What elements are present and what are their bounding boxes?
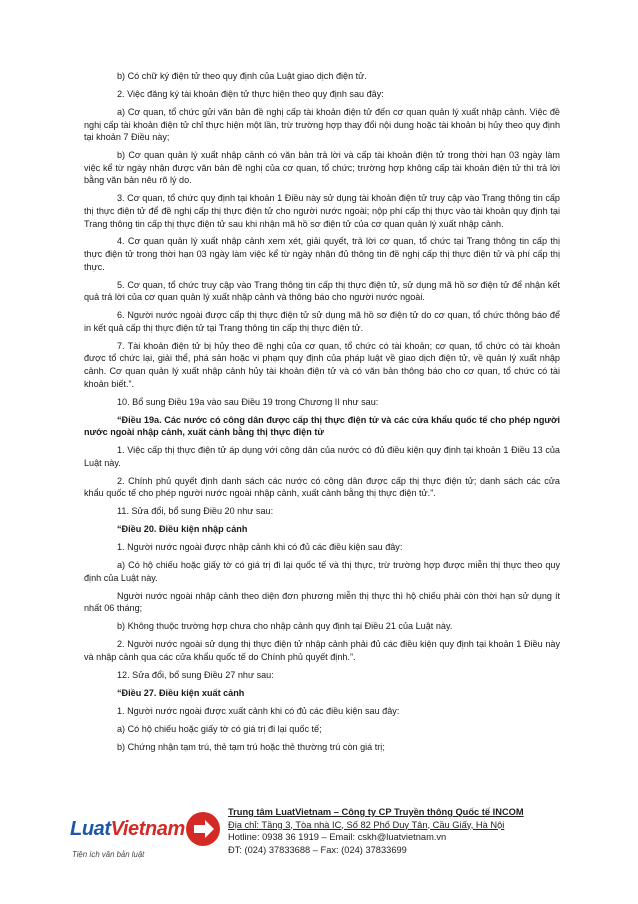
- paragraph: 10. Bổ sung Điều 19a vào sau Điều 19 trong Chương II như sau:: [117, 396, 379, 407]
- paragraph: 3. Cơ quan, tổ chức quy định tại khoản 1 Điều này sử dụng tài khoản điện tử truy cập vào Trang thông tin cấp thị thực điện tử để đề nghị cấp thị thực điện tử cho người nước ngoài; nộp phí cấp thị thực vào tài khoản quy định tại Trang thông tin cấp thị thực điện tử sau khi nhận mã hồ sơ điện tử của cơ quan quản lý xuất nhập cảnh.: [84, 193, 560, 229]
- paragraph: 5. Cơ quan, tổ chức truy cập vào Trang thông tin cấp thị thực điện tử, sử dụng mã hồ sơ điện tử để nhận kết quả trả lời của cơ quan quản lý xuất nhập cảnh và thông báo cho người nước ngoài.: [84, 279, 560, 303]
- paragraph: 2. Chính phủ quyết định danh sách các nước có công dân được cấp thị thực điện tử; danh sách các cửa khẩu quốc tế cho phép người nước ngoài nhập cảnh, xuất cảnh bằng thị thực điện tử.”.: [84, 475, 560, 499]
- arrow-right-icon: [186, 812, 220, 846]
- logo-part-luat: Luat: [70, 818, 111, 840]
- article-heading-27: “Điều 27. Điều kiện xuất cảnh: [117, 687, 245, 698]
- paragraph: a) Có hộ chiếu hoặc giấy tờ có giá trị đi lại quốc tế và thị thực, trừ trường hợp được miễn thị thực theo quy định của Luật này.: [84, 560, 560, 583]
- article-heading-20: “Điều 20. Điều kiện nhập cảnh: [117, 524, 248, 535]
- logo-part-vietnam: Vietnam: [110, 818, 185, 840]
- company-name: Trung tâm LuatVietnam – Công ty CP Truyền thông Quốc tế INCOM: [228, 807, 524, 817]
- paragraph: 12. Sửa đổi, bổ sung Điều 27 như sau:: [117, 669, 274, 680]
- document-body: [84, 70, 560, 759]
- paragraph: a) Cơ quan, tổ chức gửi văn bản đề nghị cấp tài khoản điện tử đến cơ quan quản lý xuất nhập cảnh. Việc đề nghị cấp tài khoản điện tử chỉ thực hiện một lần, trừ trường hợp thay đổi nội dung hoặc tài khoản bị hủy theo quy định tại khoản 7 Điều này;: [84, 106, 560, 143]
- paragraph: 4. Cơ quan quản lý xuất nhập cảnh xem xét, giải quyết, trả lời cơ quan, tổ chức tại Trang thông tin cấp thị thực điện tử trong thời hạn 03 ngày làm việc kể từ ngày nhận đủ thông tin đề nghị cấp thị thực điện tử và phí cấp thị thực.: [84, 236, 560, 272]
- logo-tagline: Tiện ích văn bản luật: [72, 850, 145, 859]
- paragraph: b) Cơ quan quản lý xuất nhập cảnh có văn bản trả lời và cấp tài khoản điện tử trong thời hạn 03 ngày làm việc kể từ ngày nhận được văn bản đề nghị của cơ quan, tổ chức; trường hợp không cấp tài khoản điện tử thì trả lời bằng văn bản nêu rõ lý do.: [84, 150, 560, 186]
- logo-wordmark: [70, 818, 185, 841]
- paragraph: 1. Người nước ngoài được xuất cảnh khi có đủ các điều kiện sau đây:: [117, 705, 400, 716]
- paragraph: b) Chứng nhận tạm trú, thẻ tạm trú hoặc thẻ thường trú còn giá trị;: [117, 741, 385, 752]
- paragraph: 1. Việc cấp thị thực điện tử áp dụng với công dân của nước có đủ điều kiện quy định tại khoản 1 Điều 13 của Luật này.: [84, 445, 560, 468]
- article-heading-19a: “Điều 19a. Các nước có công dân được cấp thị thực điện tử và các cửa khẩu quốc tế cho phép người nước ngoài nhập cảnh, xuất cảnh bằng thị thực điện tử: [84, 414, 560, 438]
- paragraph: a) Có hộ chiếu hoặc giấy tờ có giá trị đi lại quốc tế;: [117, 723, 322, 734]
- paragraph: Người nước ngoài nhập cảnh theo diện đơn phương miễn thị thực thì hộ chiếu phải còn thời hạn sử dụng ít nhất 06 tháng;: [84, 590, 560, 614]
- paragraph: 2. Việc đăng ký tài khoản điện tử thực hiện theo quy định sau đây:: [117, 88, 384, 99]
- company-address: Địa chỉ: Tầng 3, Tòa nhà IC, Số 82 Phố Duy Tân, Cầu Giấy, Hà Nội: [228, 819, 505, 830]
- paragraph: 6. Người nước ngoài được cấp thị thực điện tử sử dụng mã hồ sơ điện tử do cơ quan, tổ chức thông báo để in kết quả cấp thị thực điện tử tại Trang thông tin cấp thị thực điện tử.: [84, 310, 560, 333]
- paragraph: 11. Sửa đổi, bổ sung Điều 20 như sau:: [117, 506, 274, 517]
- paragraph: 2. Người nước ngoài sử dụng thị thực điện tử nhập cảnh phải đủ các điều kiện quy định tại khoản 1 Điều này và nhập cảnh qua các cửa khẩu quốc tế do Chính phủ quyết định.”.: [84, 639, 560, 662]
- paragraph: b) Có chữ ký điện tử theo quy định của Luật giao dịch điện tử.: [117, 71, 367, 81]
- paragraph: b) Không thuộc trường hợp chưa cho nhập cảnh quy định tại Điều 21 của Luật này.: [117, 621, 453, 632]
- paragraph: 7. Tài khoản điện tử bị hủy theo đề nghị của cơ quan, tổ chức có tài khoản; cơ quan, tổ chức có tài khoản được tổ chức lại, giải thể, phá sản hoặc vi phạm quy định của pháp luật về giao dịch điện tử, về quản lý xuất nhập cảnh. Cơ quan quản lý xuất nhập cảnh hủy tài khoản điện tử và có văn bản thông báo cho cơ quan, tổ chức có tài khoản biết.”.: [84, 340, 560, 389]
- hotline-email[interactable]: Hotline: 0938 36 1919 – Email: cskh@luatvietnam.vn: [228, 832, 447, 843]
- phone-fax: ĐT: (024) 37833688 – Fax: (024) 37833699: [228, 844, 407, 855]
- paragraph: 1. Người nước ngoài được nhập cảnh khi có đủ các điều kiện sau đây:: [117, 542, 403, 553]
- contact-info: [228, 806, 568, 856]
- page-footer: [66, 806, 566, 886]
- luatvietnam-logo[interactable]: [66, 812, 224, 868]
